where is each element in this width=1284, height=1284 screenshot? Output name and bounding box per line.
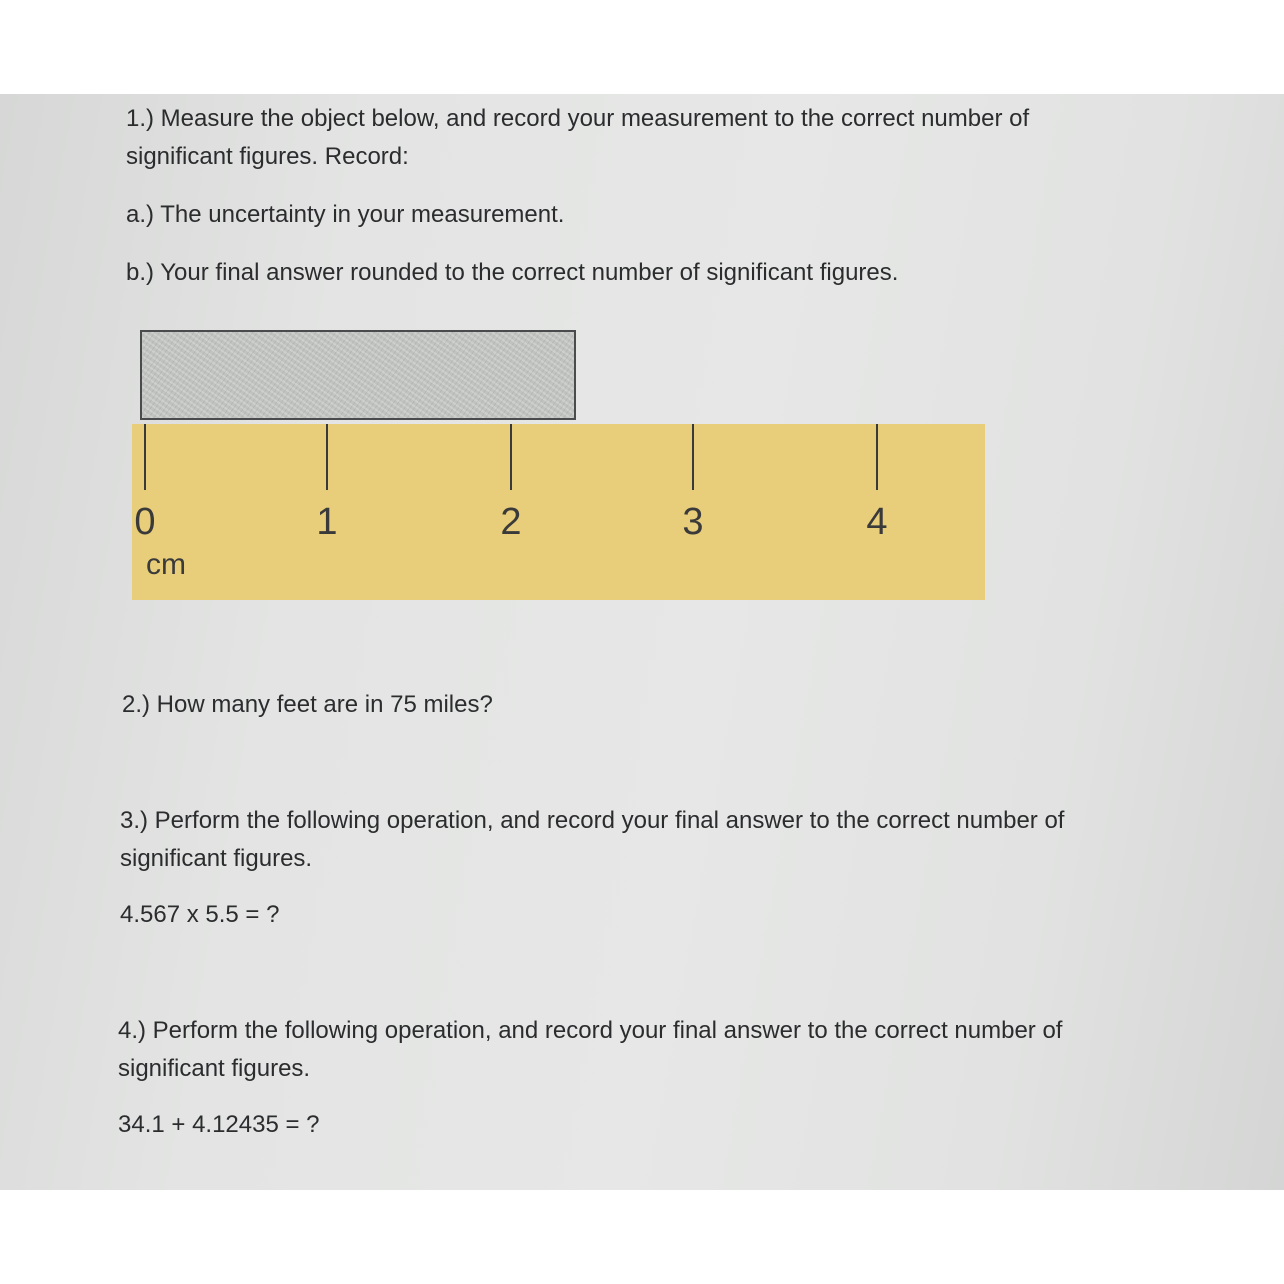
q4-prompt-line2: significant figures. <box>118 1055 311 1082</box>
ruler-label-2: 2 <box>500 501 522 543</box>
ruler-tick-3 <box>692 424 694 490</box>
ruler-label-0: 0 <box>134 501 156 543</box>
ruler <box>132 424 985 600</box>
ruler-label-4: 4 <box>866 501 888 543</box>
ruler-label-3: 3 <box>682 501 704 543</box>
q4-expression: 34.1 + 4.12435 = ? <box>118 1111 320 1138</box>
ruler-unit-label: cm <box>146 548 186 581</box>
q3-prompt-line1: 3.) Perform the following operation, and record your final answer to the correct number of <box>120 807 1065 834</box>
worksheet-photo <box>0 94 1284 1190</box>
q1-prompt-line2: significant figures. Record: <box>126 143 409 170</box>
q1-prompt-line1: 1.) Measure the object below, and record your measurement to the correct number of <box>126 105 1030 132</box>
ruler-tick-1 <box>326 424 328 490</box>
q4-prompt-line1: 4.) Perform the following operation, and record your final answer to the correct number of <box>118 1017 1063 1044</box>
ruler-tick-0 <box>144 424 146 490</box>
q3-prompt-line2: significant figures. <box>120 845 313 872</box>
q3-expression: 4.567 x 5.5 = ? <box>120 901 280 928</box>
q2-prompt: 2.) How many feet are in 75 miles? <box>122 691 493 718</box>
q1-part-a: a.) The uncertainty in your measurement. <box>126 201 565 228</box>
ruler-tick-2 <box>510 424 512 490</box>
ruler-label-1: 1 <box>316 501 338 543</box>
measured-object <box>140 330 576 420</box>
q1-part-b: b.) Your final answer rounded to the correct number of significant figures. <box>126 259 899 286</box>
ruler-tick-4 <box>876 424 878 490</box>
